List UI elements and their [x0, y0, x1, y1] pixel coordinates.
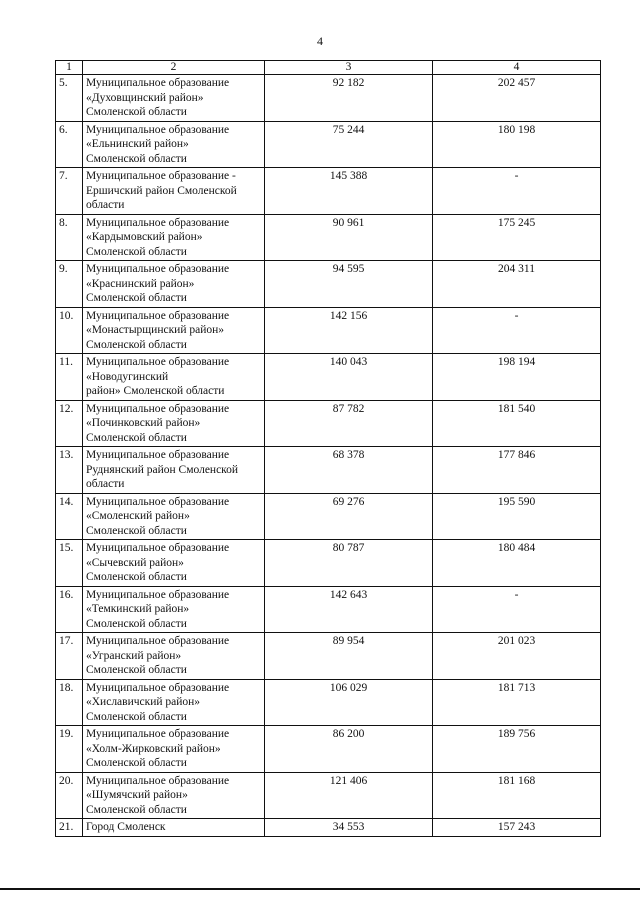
row-number-cell: 11.	[56, 354, 83, 401]
header-cell-3: 3	[265, 61, 433, 75]
row-number-cell: 17.	[56, 633, 83, 680]
value-col3-cell: 142 643	[265, 586, 433, 633]
table-row	[56, 354, 601, 401]
value-col4-cell: 181 168	[433, 772, 601, 819]
value-col3-cell: 140 043	[265, 354, 433, 401]
value-col3-cell: 87 782	[265, 400, 433, 447]
page-number: 4	[317, 34, 323, 48]
table-row	[56, 726, 601, 773]
header-cell-2: 2	[83, 61, 265, 75]
municipality-name-cell: Муниципальное образование «Монастырщинский район» Смоленской области	[83, 307, 265, 354]
municipality-name-cell: Муниципальное образование «Темкинский район» Смоленской области	[83, 586, 265, 633]
value-col3-cell: 90 961	[265, 214, 433, 261]
municipality-name-cell: Муниципальное образование «Шумячский район» Смоленской области	[83, 772, 265, 819]
row-number-cell: 18.	[56, 679, 83, 726]
row-number-cell: 9.	[56, 261, 83, 308]
value-col4-cell: 189 756	[433, 726, 601, 773]
table-header-row	[56, 61, 601, 75]
municipality-name-cell: Муниципальное образование «Угранский район» Смоленской области	[83, 633, 265, 680]
value-col3-cell: 68 378	[265, 447, 433, 494]
municipality-name-cell: Муниципальное образование «Ельнинский район» Смоленской области	[83, 121, 265, 168]
table-row	[56, 168, 601, 215]
row-number-cell: 13.	[56, 447, 83, 494]
value-col4-cell: -	[433, 168, 601, 215]
value-col3-cell: 142 156	[265, 307, 433, 354]
value-col4-cell: 201 023	[433, 633, 601, 680]
row-number-cell: 15.	[56, 540, 83, 587]
value-col3-cell: 106 029	[265, 679, 433, 726]
value-col3-cell: 89 954	[265, 633, 433, 680]
table-row	[56, 307, 601, 354]
data-table	[55, 60, 601, 837]
row-number-cell: 8.	[56, 214, 83, 261]
row-number-cell: 7.	[56, 168, 83, 215]
municipality-name-cell: Муниципальное образование «Духовщинский район» Смоленской области	[83, 75, 265, 122]
row-number-cell: 21.	[56, 819, 83, 837]
table-row	[56, 772, 601, 819]
table-row	[56, 261, 601, 308]
value-col4-cell: 177 846	[433, 447, 601, 494]
value-col3-cell: 75 244	[265, 121, 433, 168]
municipality-name-cell: Муниципальное образование «Починковский район» Смоленской области	[83, 400, 265, 447]
value-col3-cell: 86 200	[265, 726, 433, 773]
table-row	[56, 679, 601, 726]
value-col4-cell: 181 540	[433, 400, 601, 447]
value-col4-cell: 157 243	[433, 819, 601, 837]
row-number-cell: 10.	[56, 307, 83, 354]
value-col4-cell: 175 245	[433, 214, 601, 261]
bottom-rule	[0, 888, 640, 890]
value-col3-cell: 94 595	[265, 261, 433, 308]
municipality-name-cell: Муниципальное образование - Ершичский район Смоленской области	[83, 168, 265, 215]
value-col3-cell: 145 388	[265, 168, 433, 215]
value-col4-cell: 204 311	[433, 261, 601, 308]
row-number-cell: 6.	[56, 121, 83, 168]
value-col3-cell: 121 406	[265, 772, 433, 819]
table-row	[56, 540, 601, 587]
value-col3-cell: 34 553	[265, 819, 433, 837]
table-row	[56, 75, 601, 122]
header-cell-4: 4	[433, 61, 601, 75]
value-col4-cell: -	[433, 586, 601, 633]
municipality-name-cell: Муниципальное образование «Хиславичский район» Смоленской области	[83, 679, 265, 726]
value-col3-cell: 69 276	[265, 493, 433, 540]
row-number-cell: 19.	[56, 726, 83, 773]
municipality-name-cell: Муниципальное образование «Смоленский район» Смоленской области	[83, 493, 265, 540]
value-col4-cell: 202 457	[433, 75, 601, 122]
table-row	[56, 586, 601, 633]
municipality-name-cell: Город Смоленск	[83, 819, 265, 837]
value-col4-cell: 195 590	[433, 493, 601, 540]
table-body	[56, 61, 601, 837]
row-number-cell: 14.	[56, 493, 83, 540]
municipality-name-cell: Муниципальное образование «Новодугинский район» Смоленской области	[83, 354, 265, 401]
row-number-cell: 12.	[56, 400, 83, 447]
table-row	[56, 121, 601, 168]
table-row	[56, 819, 601, 837]
value-col4-cell: -	[433, 307, 601, 354]
row-number-cell: 20.	[56, 772, 83, 819]
value-col4-cell: 180 198	[433, 121, 601, 168]
value-col3-cell: 80 787	[265, 540, 433, 587]
value-col4-cell: 180 484	[433, 540, 601, 587]
table-row	[56, 400, 601, 447]
table-row	[56, 493, 601, 540]
header-cell-1: 1	[56, 61, 83, 75]
row-number-cell: 5.	[56, 75, 83, 122]
row-number-cell: 16.	[56, 586, 83, 633]
value-col3-cell: 92 182	[265, 75, 433, 122]
value-col4-cell: 181 713	[433, 679, 601, 726]
table-row	[56, 633, 601, 680]
municipality-name-cell: Муниципальное образование «Кардымовский район» Смоленской области	[83, 214, 265, 261]
value-col4-cell: 198 194	[433, 354, 601, 401]
municipality-name-cell: Муниципальное образование «Холм-Жирковский район» Смоленской области	[83, 726, 265, 773]
table-row	[56, 214, 601, 261]
municipality-name-cell: Муниципальное образование «Сычевский район» Смоленской области	[83, 540, 265, 587]
municipality-name-cell: Муниципальное образование Руднянский район Смоленской области	[83, 447, 265, 494]
table-row	[56, 447, 601, 494]
municipality-name-cell: Муниципальное образование «Краснинский район» Смоленской области	[83, 261, 265, 308]
